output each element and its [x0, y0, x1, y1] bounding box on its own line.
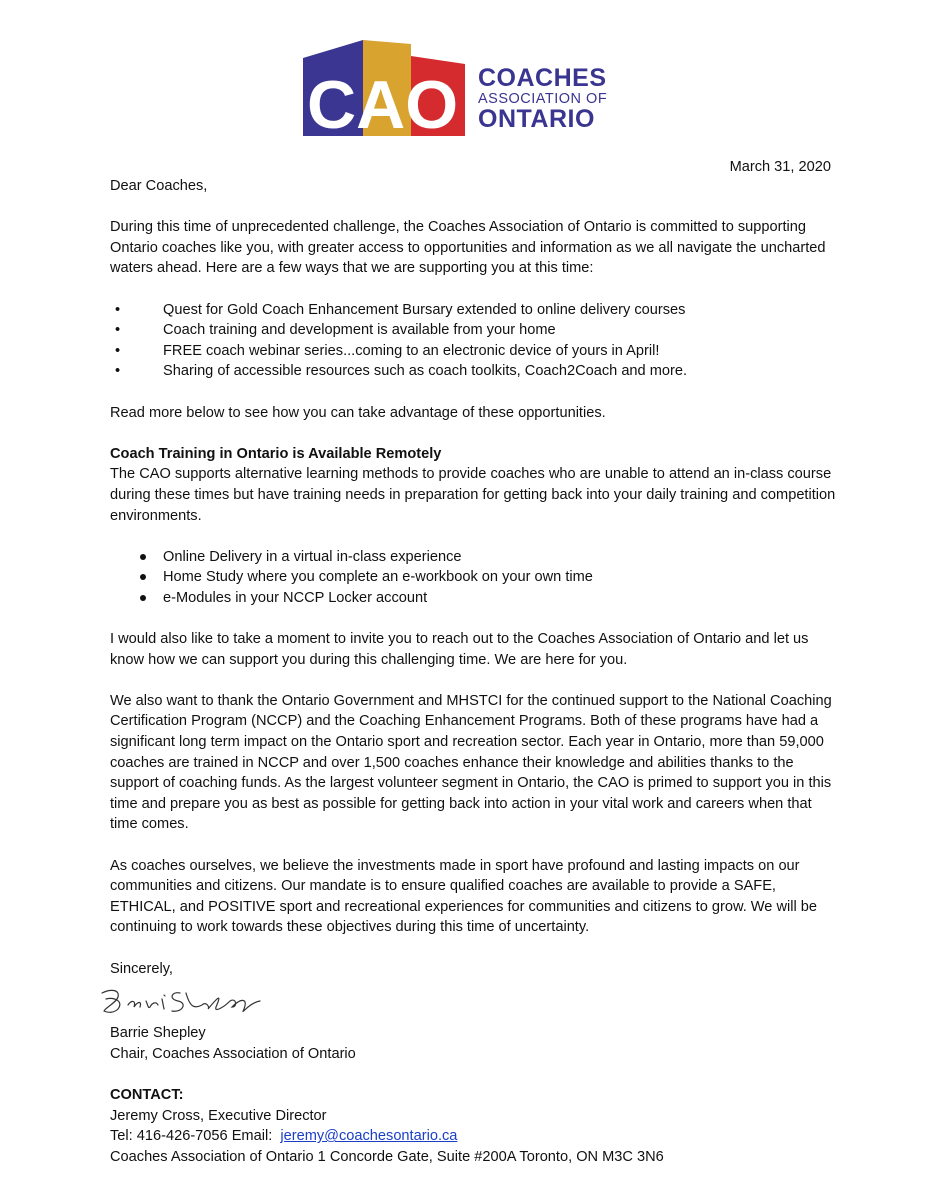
- list-item: • Sharing of accessible resources such as coach toolkits, Coach2Coach and more.: [115, 363, 688, 380]
- email-link[interactable]: jeremy@coachesontario.ca: [280, 1128, 458, 1145]
- logo-wordmark: [478, 66, 607, 132]
- list-item-text: Online Delivery in a virtual in-class experience: [163, 548, 462, 565]
- letter-date: March 31, 2020: [729, 159, 831, 175]
- list-item: • FREE coach webinar series...coming to an electronic device of yours in April!: [115, 342, 660, 359]
- logo-letters: CAO: [307, 67, 459, 136]
- intro-paragraph: During this time of unprecedented challenge, the Coaches Association of Ontario is committed to supporting Ontario coaches like you, with greater access to opportunities and information as we all navigate the uncharted waters ahead. Here are a few ways that we are supporting you at this time:: [110, 219, 826, 277]
- cao-logo-mark: [303, 40, 475, 136]
- invite-paragraph: I would also like to take a moment to invite you to reach out to the Coaches Association of Ontario and let us know how we can support you during this challenging time. We are here for you.: [110, 631, 809, 668]
- list-item: [110, 567, 840, 588]
- list-item-text: Quest for Gold Coach Enhancement Bursary extended to online delivery courses: [163, 301, 686, 318]
- list-item-text: e-Modules in your NCCP Locker account: [163, 589, 428, 606]
- support-list: [110, 300, 840, 382]
- mandate-paragraph: As coaches ourselves, we believe the investments made in sport have profound and lasting impacts on our communities and citizens. Our mandate is to ensure qualified coaches are available to provide a SAFE, ETHICAL, and POSITIVE sport and recreational experiences for communities and citizens to grow. We will be continuing to work towards these objectives during this time of uncertainty.: [110, 857, 818, 936]
- signer-title: Chair, Coaches Association of Ontario: [110, 1045, 356, 1062]
- contact-address: Coaches Association of Ontario 1 Concorde Gate, Suite #200A Toronto, ON M3C 3N6: [110, 1148, 664, 1165]
- contact-phone: Tel: 416-426-7056 Email:: [110, 1128, 273, 1145]
- list-item-text: Coach training and development is available from your home: [163, 322, 556, 339]
- thanks-paragraph: We also want to thank the Ontario Government and MHSTCI for the continued support to the National Coaching Certification Program (NCCP) and the Coaching Enhancement Programs. Both of these programs have had a significant long term impact on the Ontario sport and recreation sector. Each year in Ontario, more than 59,000 coaches are trained in NCCP and over 1,500 coaches enhance their knowledge and abilities thanks to the support of coaching funds. As the largest volunteer segment in Ontario, the CAO is primed to support you in this time and prepare you as best as possible for getting back into action in your vital work and careers when that time comes.: [110, 692, 832, 833]
- logo-line-3: ONTARIO: [478, 105, 595, 133]
- training-paragraph: The CAO supports alternative learning methods to provide coaches who are unable to attend an in-class course during these times but have training needs in preparation for getting back into your daily training and competition environments.: [110, 466, 836, 524]
- read-more-paragraph: Read more below to see how you can take advantage of these opportunities.: [110, 404, 606, 421]
- list-item: [110, 588, 840, 609]
- logo-line-1: COACHES: [478, 64, 607, 92]
- list-item: [110, 547, 840, 568]
- list-item-text: Sharing of accessible resources such as coach toolkits, Coach2Coach and more.: [163, 363, 688, 380]
- list-item: • Coach training and development is available from your home: [115, 322, 556, 339]
- signature-scribble: [98, 983, 268, 1019]
- list-item-text: FREE coach webinar series...coming to an electronic device of yours in April!: [163, 342, 660, 359]
- logo-line-2: ASSOCIATION OF: [478, 91, 608, 107]
- greeting: Dear Coaches,: [110, 178, 208, 194]
- closing: Sincerely,: [110, 960, 173, 977]
- contact-person: Jeremy Cross, Executive Director: [110, 1107, 327, 1124]
- training-heading: Coach Training in Ontario is Available Remotely: [110, 445, 442, 462]
- list-item-text: Home Study where you complete an e-workbook on your own time: [163, 569, 593, 586]
- letter-body: [110, 176, 840, 1167]
- signer-name: Barrie Shepley: [110, 1025, 206, 1042]
- cao-logo: [303, 40, 623, 136]
- training-options-list: [110, 547, 840, 609]
- contact-line: [110, 1126, 840, 1147]
- signature: [110, 979, 840, 1023]
- contact-label: CONTACT:: [110, 1086, 184, 1103]
- list-item: • Quest for Gold Coach Enhancement Bursary extended to online delivery courses: [115, 301, 686, 318]
